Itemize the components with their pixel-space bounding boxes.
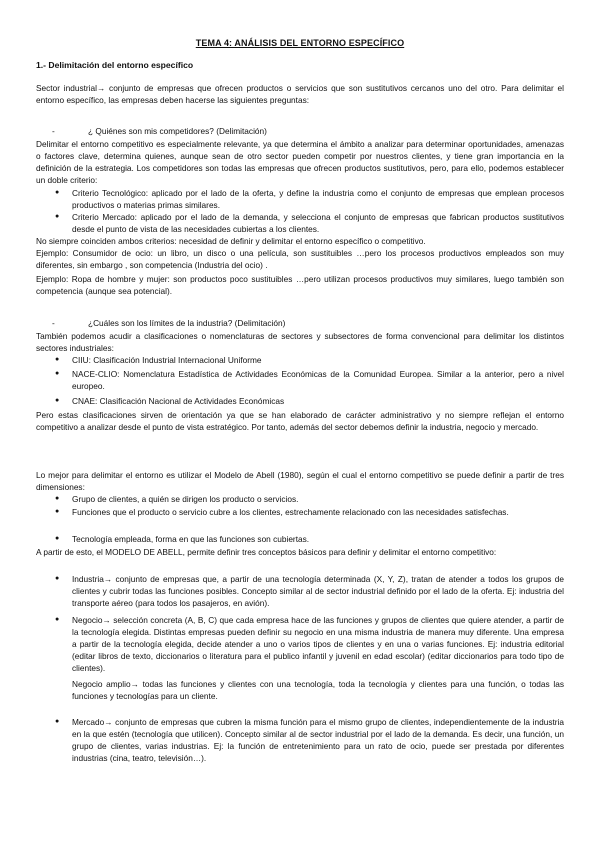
bullet-marker: ● xyxy=(55,213,60,220)
bullet-marker: ● xyxy=(55,495,60,502)
question-limits: ¿Cuáles son los límites de la industria? (Delimitación) xyxy=(88,318,286,328)
list-item-criterio-mercado: Criterio Mercado: aplicado por el lado de la demanda, y selecciona el conjunto de empresas que fabrican productos sustitutivos desde el punto de vista de las necesidades cubiertas a los clientes. xyxy=(72,212,564,235)
list-item-ciiu: CIIU: Clasificación Industrial Internacional Uniforme xyxy=(72,355,262,365)
list-item-negocio: Negocio→ selección concreta (A, B, C) que cada empresa hace de las funciones y grupos de clientes que quiere atender, a partir de la tecnología elegida. Distintas empresas pueden definir su negocio en una misma industria de manera muy diferente. Una empresa a partir de la tecnología elegida, decide atender a uno o varios tipos de clientes y en una o varias funciones. Ej: industria editorial (editar libros de texto, diccionarios o literatura para el publico infantil y juvenil en edad escolar) (editar diccionarios para todo tipo de clientes). xyxy=(72,615,564,674)
list-item-mercado: Mercado→ conjunto de empresas que cubren la misma función para el mismo grupo de clientes, independientemente de la industria en la que estén (tecnología que utilicen). Concepto similar al de sector industrial por el lado de la demanda. Es decir, una función, un grupo de clientes, varias industrias. Ej: la función de entretenimiento para un rato de ocio, puede ser prestada por diferentes industrias (cina, teatro, televisión…). xyxy=(72,717,564,764)
bullet-marker: ● xyxy=(55,356,60,363)
paragraph-negocio-amplio: Negocio amplio→ todas las funciones y clientes con una tecnología, toda la tecnología y clientes para una función, o todas las funciones y tecnologías para un cliente. xyxy=(72,679,564,702)
paragraph-no-siempre: No siempre coinciden ambos criterios: necesidad de definir y delimitar el entorno específico o competitivo. xyxy=(36,236,426,246)
paragraph-competitors: Delimitar el entorno competitivo es especialmente relevante, ya que determina el ámbito a analizar para determinar oportunidades, amenazas o factores clave, determina quienes, aunque sean de otro sector pueden competir por nuestros clientes, y tiene gran importancia en la definición de la estrategia. Los competidores son todas las empresas que ofrecen productos sustitutivos, pero, para ello, podemos establecer un doble criterio: xyxy=(36,139,564,186)
bullet-marker: ● xyxy=(55,508,60,515)
paragraph-limits: También podemos acudir a clasificaciones o nomenclaturas de sectores y subsectores de forma convencional para delimitar los distintos sectores industriales: xyxy=(36,331,564,354)
paragraph-modelo-abell: A partir de esto, el MODELO DE ABELL, permite definir tres conceptos básicos para definir y delimitar el entorno competitivo: xyxy=(36,547,497,557)
paragraph-ejemplo-ocio: Ejemplo: Consumidor de ocio: un libro, un disco o una película, son sustituibles …pero los procesos productivos empleados son muy diferentes, sin embargo , son competencia (Industria del ocio) . xyxy=(36,248,564,271)
bullet-marker: ● xyxy=(55,616,60,623)
list-item-funciones: Funciones que el producto o servicio cubre a los clientes, estrechamente relacionado con las necesidades satisfechas. xyxy=(72,507,509,517)
list-item-tecnologia: Tecnología empleada, forma en que las funciones son cubiertas. xyxy=(72,534,310,544)
section-heading: 1.- Delimitación del entorno específico xyxy=(36,60,194,70)
list-item-grupo-clientes: Grupo de clientes, a quién se dirigen los producto o servicios. xyxy=(72,494,299,504)
page-title: TEMA 4: ANÁLISIS DEL ENTORNO ESPECÍFICO xyxy=(195,38,405,48)
bullet-marker: ● xyxy=(55,189,60,196)
paragraph-clasificaciones: Pero estas clasificaciones sirven de orientación ya que se han elaborado de carácter administrativo y no siempre reflejan el entorno competitivo a analizar desde el punto de vista estratégico. Por tanto, además del sector debemos definir la industria, negocio y mercado. xyxy=(36,410,564,433)
list-item-cnae: CNAE: Clasificación Nacional de Actividades Económicas xyxy=(72,396,285,406)
list-item-nace: NACE-CLIO: Nomenclatura Estadística de Actividades Económicas de la Comunidad Europea. Similar a la anterior, pero a nivel europeo. xyxy=(72,369,564,392)
bullet-marker: ● xyxy=(55,535,60,542)
bullet-marker: ● xyxy=(55,575,60,582)
paragraph-intro: Sector industrial→ conjunto de empresas que ofrecen productos o servicios que son sustitutivos cercanos uno del otro. Para delimitar el entorno específico, las empresas deben hacerse las siguientes preguntas: xyxy=(36,83,564,106)
bullet-marker: ● xyxy=(55,718,60,725)
question-competitors: ¿ Quiénes son mis competidores? (Delimitación) xyxy=(88,126,267,136)
list-item-criterio-tecnologico: Criterio Tecnológico: aplicado por el lado de la oferta, y define la industria como el conjunto de empresas que emplean procesos productivos o materias primas similares. xyxy=(72,188,564,211)
dash-marker: - xyxy=(52,126,55,136)
bullet-marker: ● xyxy=(55,397,60,404)
paragraph-abell: Lo mejor para delimitar el entorno es utilizar el Modelo de Abell (1980), según el cual el entorno competitivo se puede definir a partir de tres dimensiones: xyxy=(36,470,564,493)
list-item-industria: Industria→ conjunto de empresas que, a partir de una tecnología determinada (X, Y, Z), tratan de atender a todos los grupos de clientes y cubrir todas las funciones posibles. Concepto similar al de sector industrial definido por el lado de la oferta. Ej: industria del transporte aéreo (para todos los pasajeros, en avión). xyxy=(72,574,564,609)
bullet-marker: ● xyxy=(55,370,60,377)
paragraph-ejemplo-ropa: Ejemplo: Ropa de hombre y mujer: son productos poco sustituibles …pero utilizan procesos productivos muy similares, luego también son competencia (aunque sea potencial). xyxy=(36,274,564,297)
dash-marker: - xyxy=(52,318,55,328)
